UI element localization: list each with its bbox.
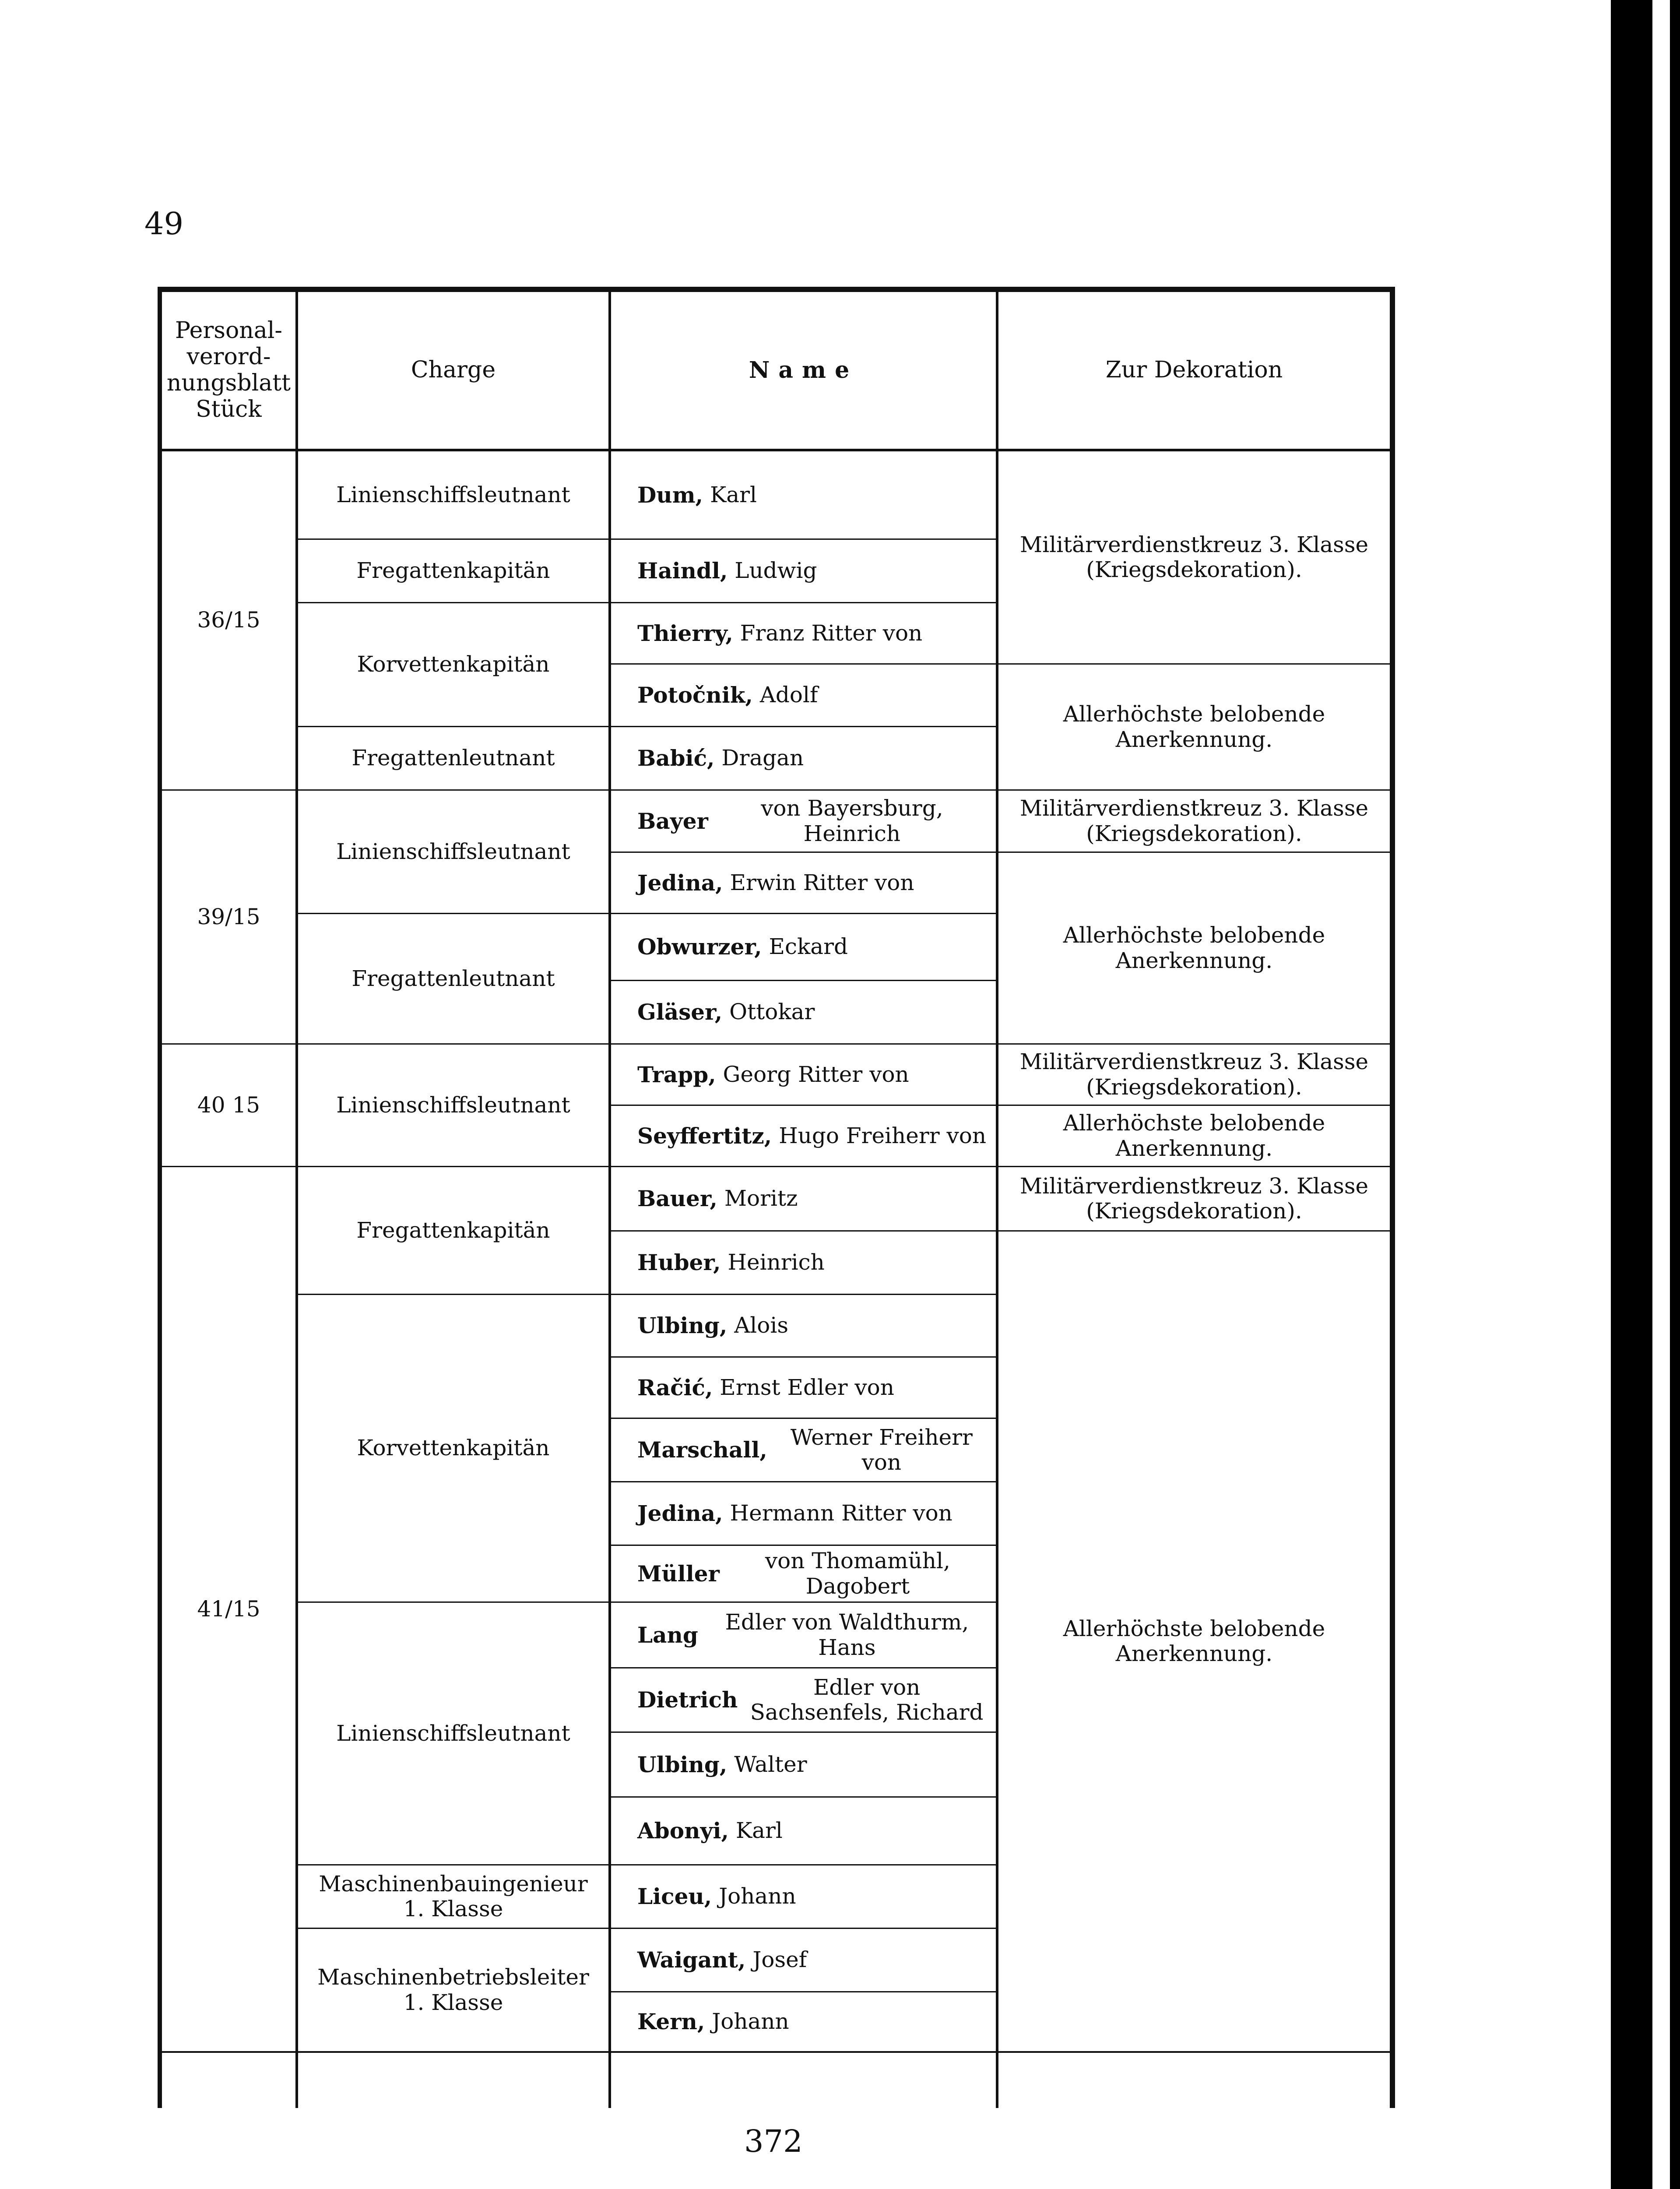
charge-cell: Fregattenkapitän [356,1217,550,1243]
name-cell: Dietrich Edler von Sachsenfels, Richard [637,1674,984,1725]
header-stueck: Personal-verord-nungsblatt Stück [166,317,291,422]
header-name: Name [749,357,858,384]
charge-cell: Linienschiffsleutnant [336,838,570,864]
name-cell: Bauer, Moritz [637,1186,798,1212]
name-cell: Ulbing, Alois [637,1313,789,1339]
charge-cell: Fregattenleutnant [351,745,555,771]
charge-cell: Maschinenbauingenieur 1. Klasse [319,1871,588,1922]
name-cell: Huber, Heinrich [637,1249,825,1276]
charge-cell: Fregattenkapitän [356,558,550,584]
name-cell: Seyffertitz, Hugo Freiherr von [637,1123,987,1149]
name-cell: Babić, Dragan [637,745,804,771]
name-cell: Gläser, Ottokar [637,999,815,1025]
charge-cell: Maschinenbetriebsleiter 1. Klasse [317,1964,589,2015]
header-charge: Charge [411,357,496,384]
dekoration-cell: Militärverdienstkreuz 3. Klasse (Kriegsdekoration). [1019,795,1369,846]
name-cell: Bayer von Bayersburg, Heinrich [637,795,943,846]
dekoration-cell: Militärverdienstkreuz 3. Klasse (Kriegsdekoration). [1019,1049,1369,1100]
charge-cell: Fregattenleutnant [351,965,555,991]
header-dekoration: Zur Dekoration [1105,357,1283,384]
name-cell: Haindl, Ludwig [637,558,817,584]
name-cell: Jedina, Hermann Ritter von [637,1500,952,1527]
name-cell: Thierry, Franz Ritter von [637,620,923,646]
dekoration-cell: Allerhöchste belobende Anerkennung. [1063,701,1325,752]
page-number-bottom: 372 [744,2123,803,2159]
next-page-edge [1652,0,1670,2189]
name-cell: Liceu, Johann [637,1883,796,1910]
name-cell: Obwurzer, Eckard [637,934,848,960]
dekoration-cell: Allerhöchste belobende Anerkennung. [1063,1615,1325,1666]
dekoration-cell: Militärverdienstkreuz 3. Klasse (Kriegsdekoration). [1019,1173,1369,1224]
charge-cell: Linienschiffsleutnant [336,482,570,507]
charge-cell: Linienschiffsleutnant [336,1092,570,1118]
name-cell: Marschall, Werner Freiherr von [637,1424,973,1475]
decorations-table [158,287,1394,2108]
charge-cell: Korvettenkapitän [357,651,550,677]
name-cell: Trapp, Georg Ritter von [637,1061,909,1087]
name-cell: Dum, Karl [637,482,757,508]
stueck-36-15: 36/15 [197,607,260,633]
charge-cell: Linienschiffsleutnant [336,1720,570,1746]
page-number-left: 49 [144,206,184,242]
name-cell: Ulbing, Walter [637,1751,807,1777]
stueck-41-15: 41/15 [197,1596,260,1622]
dekoration-cell: Allerhöchste belobende Anerkennung. [1063,922,1325,973]
name-cell: Lang Edler von Waldthurm, Hans [637,1609,969,1660]
name-cell: Müller von Thomamühl, Dagobert [637,1548,950,1599]
dekoration-cell: Militärverdienstkreuz 3. Klasse (Kriegsdekoration). [1019,531,1369,582]
dekoration-cell: Allerhöchste belobende Anerkennung. [1063,1110,1325,1161]
name-cell: Waigant, Josef [637,1947,807,1973]
stueck-39-15: 39/15 [197,904,260,929]
name-cell: Kern, Johann [637,2009,789,2035]
name-cell: Račić, Ernst Edler von [637,1374,894,1401]
stueck-40-15: 40 15 [197,1092,260,1118]
name-cell: Jedina, Erwin Ritter von [637,869,914,896]
name-cell: Potočnik, Adolf [637,682,818,708]
charge-cell: Korvettenkapitän [357,1435,550,1461]
name-cell: Abonyi, Karl [637,1818,783,1844]
